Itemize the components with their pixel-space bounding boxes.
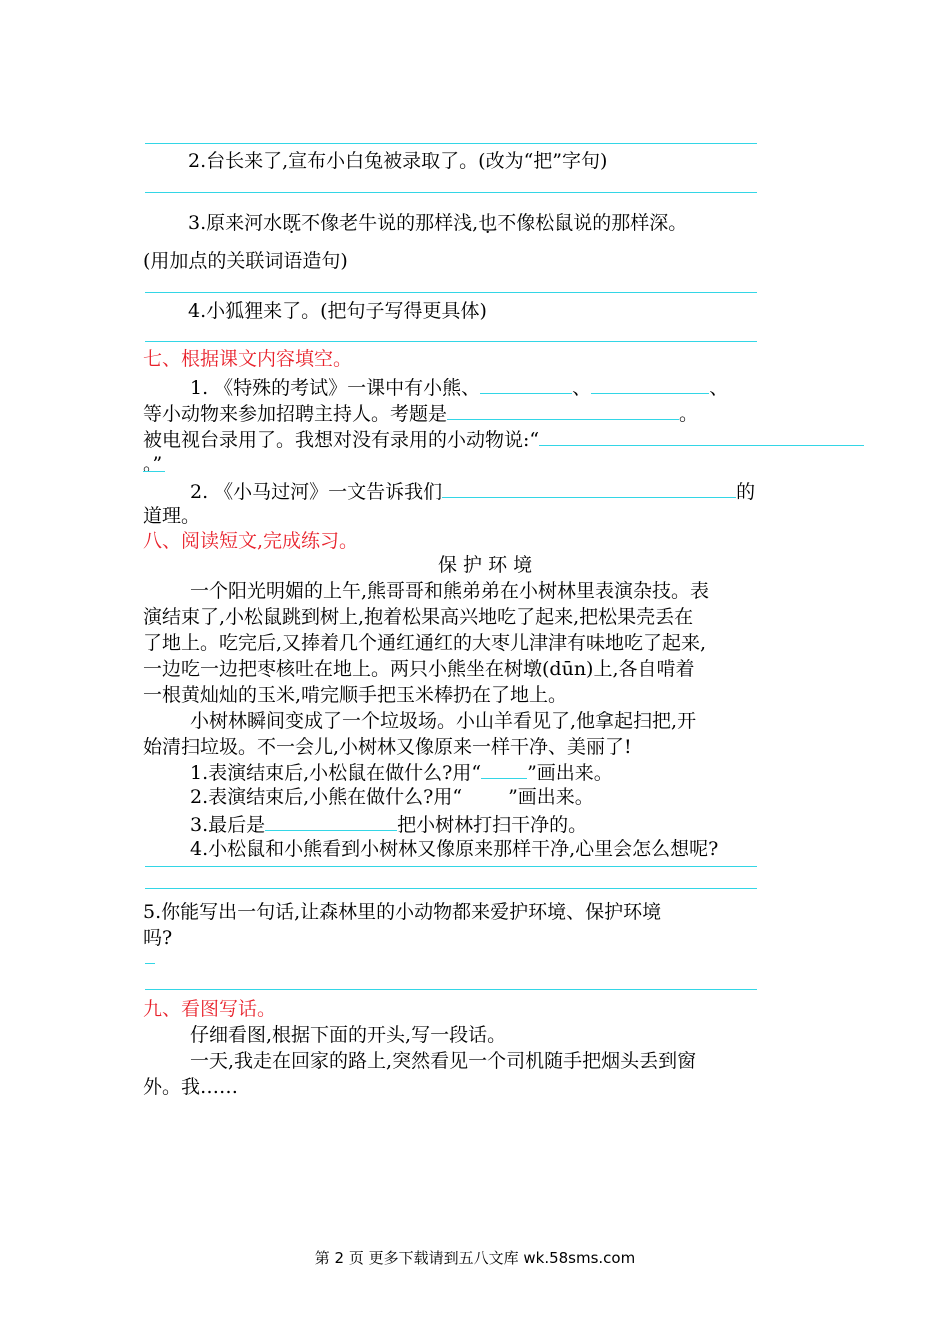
question-7-2-line2: 道理。	[143, 505, 201, 527]
answer-line[interactable]	[145, 989, 757, 990]
section-7-title: 七、根据课文内容填空。	[143, 348, 353, 370]
question-text: 不像老牛说的那样浅,	[301, 212, 479, 234]
question-text: 、	[572, 377, 592, 399]
dotted-word: 也	[478, 212, 498, 234]
question-6-2: 2.台长来了,宣布小白兔被录取了。(改为“把”字句)	[188, 150, 608, 172]
question-text: 2.表演结束后,小熊在做什么?用“	[190, 786, 463, 808]
blank[interactable]	[480, 373, 572, 394]
question-text: 把小树林打扫干净的。	[397, 814, 588, 836]
question-text: 1.表演结束后,小松鼠在做什么?用“	[190, 762, 482, 784]
question-text: 1. 《特殊的考试》一课中有小熊、	[190, 377, 481, 399]
question-8-2	[190, 784, 594, 810]
section-9-title: 九、看图写话。	[143, 998, 277, 1020]
question-6-3	[188, 210, 687, 236]
answer-line[interactable]	[145, 866, 757, 867]
question-text: 。	[679, 403, 699, 425]
question-7-2	[190, 477, 755, 505]
passage-line: 始清扫垃圾。不一会儿,小树林又像原来一样干净、美丽了!	[143, 736, 632, 758]
writing-prompt-line2: 外。我……	[143, 1076, 239, 1098]
question-text: 2. 《小马过河》一文告诉我们	[190, 481, 443, 503]
page-footer: 第 2 页 更多下载请到五八文库 wk.58sms.com	[314, 1249, 636, 1267]
passage-line: 演结束了,小松鼠跳到树上,抱着松果高兴地吃了起来,把松果壳丢在	[143, 606, 694, 628]
question-text: 等小动物来参加招聘主持人。考题是	[143, 403, 448, 425]
answer-line[interactable]	[145, 341, 757, 342]
passage-line: 一根黄灿灿的玉米,啃完顺手把玉米棒扔在了地上。	[143, 684, 568, 706]
answer-line[interactable]	[145, 192, 757, 193]
blank[interactable]	[539, 425, 864, 446]
question-text: ”画出来。	[508, 786, 594, 808]
writing-prompt: 一天,我走在回家的路上,突然看见一个司机随手把烟头丢到窗	[190, 1050, 697, 1072]
answer-line[interactable]	[145, 143, 757, 144]
question-7-1	[190, 373, 728, 401]
passage-line: 小树林瞬间变成了一个垃圾场。小山羊看见了,他拿起扫把,开	[190, 710, 697, 732]
question-7-1-line3	[143, 425, 864, 453]
blank[interactable]	[591, 373, 709, 394]
blank[interactable]	[481, 758, 527, 779]
blank[interactable]	[442, 477, 736, 498]
question-text: 。”	[143, 453, 163, 475]
question-text: 的	[736, 481, 756, 503]
blank[interactable]	[143, 451, 165, 472]
question-7-1-line2	[143, 399, 698, 427]
question-text: 、	[709, 377, 729, 399]
question-8-4: 4.小松鼠和小熊看到小树林又像原来那样干净,心里会怎么想呢?	[190, 838, 719, 860]
question-text: 3.原来河水	[188, 212, 283, 234]
question-text: 被电视台录用了。我想对没有录用的小动物说:“	[143, 429, 540, 451]
blank[interactable]	[265, 810, 397, 831]
writing-instruction: 仔细看图,根据下面的开头,写一段话。	[190, 1024, 507, 1046]
question-8-5: 5.你能写出一句话,让森林里的小动物都来爱护环境、保护环境	[143, 901, 662, 923]
section-8-title: 八、阅读短文,完成练习。	[143, 530, 359, 552]
passage-line: 一个阳光明媚的上午,熊哥哥和熊弟弟在小树林里表演杂技。表	[190, 580, 710, 602]
blank[interactable]	[447, 399, 679, 420]
question-7-1-line4	[143, 451, 162, 477]
question-text: ”画出来。	[527, 762, 613, 784]
answer-line[interactable]	[145, 292, 757, 293]
question-6-4: 4.小狐狸来了。(把句子写得更具体)	[188, 300, 487, 322]
question-6-3-note: (用加点的关联词语造句)	[143, 250, 348, 272]
question-text: 3.最后是	[190, 814, 266, 836]
passage-line: 一边吃一边把枣核吐在地上。两只小熊坐在树墩(dūn)上,各自啃着	[143, 658, 695, 680]
answer-line[interactable]	[145, 963, 155, 964]
passage-title: 保 护 环 境	[438, 554, 533, 576]
question-8-1	[190, 758, 613, 786]
question-8-5-line2: 吗?	[143, 927, 173, 949]
dotted-word: 既	[282, 212, 302, 234]
question-8-3	[190, 810, 587, 838]
passage-line: 了地上。吃完后,又捧着几个通红通红的大枣儿津津有味地吃了起来,	[143, 632, 707, 654]
question-text: 不像松鼠说的那样深。	[497, 212, 688, 234]
answer-line[interactable]	[145, 888, 757, 889]
